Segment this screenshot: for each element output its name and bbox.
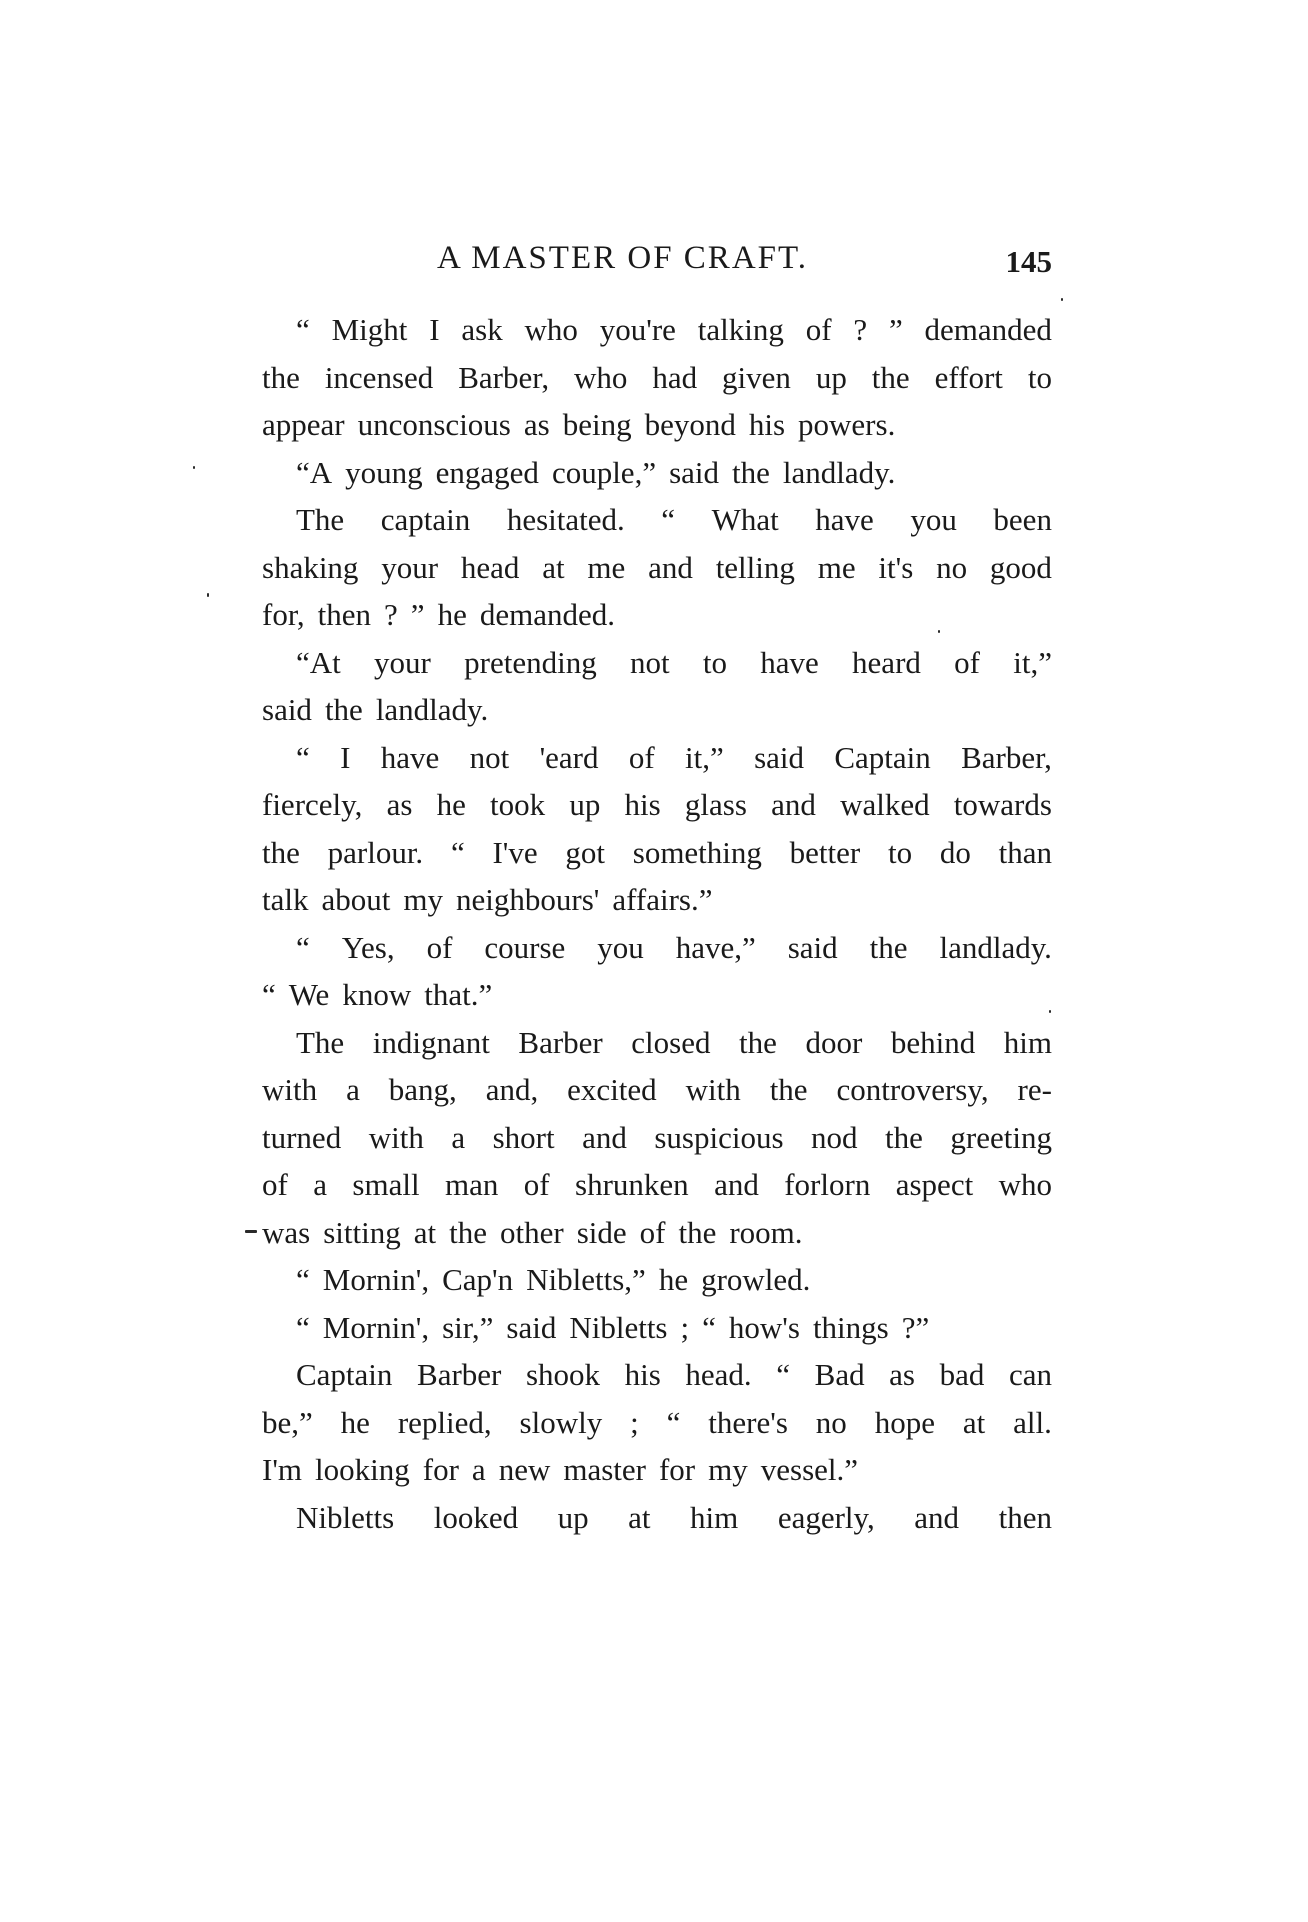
word: the <box>769 1072 808 1107</box>
word: course <box>484 929 566 965</box>
word: neighbours' <box>456 882 600 917</box>
word: then <box>998 1499 1052 1535</box>
word: for, <box>262 597 305 632</box>
word: Mornin', <box>322 1309 430 1345</box>
word: at <box>542 549 565 585</box>
word: “ <box>776 1357 791 1392</box>
scan-speck <box>1049 1010 1051 1013</box>
word: have,” <box>675 929 756 965</box>
word: “ <box>296 1262 310 1297</box>
word: unconscious <box>357 407 511 442</box>
word: Cap'n <box>442 1262 514 1297</box>
word: ? <box>853 312 868 347</box>
word: shaking <box>262 549 359 585</box>
word: with <box>368 1119 424 1155</box>
word: I <box>340 739 351 775</box>
word: young <box>345 454 423 490</box>
word: sitting <box>323 1214 401 1250</box>
text-line <box>262 354 1052 402</box>
word: “ <box>661 502 676 537</box>
word: “ <box>296 1309 310 1345</box>
word: “ <box>702 1309 716 1345</box>
word: closed <box>631 1024 711 1060</box>
word: at <box>628 1499 651 1535</box>
word: powers. <box>798 407 896 442</box>
word: Barber <box>417 1357 502 1392</box>
word: landlady. <box>375 692 489 727</box>
word: of <box>426 929 453 965</box>
text-line <box>262 971 1052 1019</box>
word: the <box>739 1024 777 1060</box>
word: took <box>490 787 546 822</box>
text-line <box>262 496 1052 544</box>
scan-speck <box>207 593 209 597</box>
word: you <box>597 929 644 965</box>
word: demanded <box>924 312 1052 347</box>
word: the <box>732 454 770 490</box>
word: ” <box>888 312 903 347</box>
word: We <box>288 977 330 1012</box>
word: parlour. <box>327 834 424 870</box>
word: sir,” <box>442 1309 494 1345</box>
word: a <box>313 1167 327 1202</box>
word: he <box>340 1404 370 1440</box>
word: couple,” <box>551 454 657 490</box>
word: new <box>498 1452 551 1487</box>
page-number: 145 <box>1005 244 1052 279</box>
word: have <box>760 644 819 680</box>
word: 'eard <box>539 739 599 775</box>
word: Nibletts <box>569 1309 668 1345</box>
word: room. <box>729 1214 803 1250</box>
word: and <box>714 1167 759 1202</box>
word: you <box>910 502 957 537</box>
word: that.” <box>424 977 493 1012</box>
word: heard <box>852 644 921 680</box>
word: I <box>429 312 440 347</box>
word: greeting <box>950 1119 1052 1155</box>
word: Nibletts <box>296 1499 395 1535</box>
text-line <box>262 1114 1052 1162</box>
word: better <box>789 834 861 870</box>
word: me <box>587 549 626 585</box>
scan-speck <box>938 630 940 633</box>
word: do <box>939 834 971 870</box>
word: about <box>321 882 391 917</box>
text-line <box>262 686 1052 734</box>
word: the <box>885 1119 923 1155</box>
word: his <box>624 1357 661 1392</box>
word: your <box>381 549 439 585</box>
text-line <box>262 1399 1052 1447</box>
word: his <box>624 787 661 822</box>
word: and <box>771 787 816 822</box>
text-line <box>262 1019 1052 1067</box>
word: Nibletts,” <box>526 1262 646 1297</box>
text-line <box>262 306 1052 354</box>
word: landlady. <box>782 454 896 490</box>
word: short <box>492 1119 555 1155</box>
word: Barber, <box>458 359 550 395</box>
word: how's <box>728 1309 800 1345</box>
word: he <box>658 1262 689 1297</box>
word: ask <box>461 312 503 347</box>
word: of <box>628 739 655 775</box>
word: ?” <box>901 1309 930 1345</box>
word: suspicious <box>654 1119 784 1155</box>
word: him <box>1003 1024 1052 1060</box>
word: fiercely, <box>262 787 363 822</box>
word: controversy, <box>836 1072 989 1107</box>
text-line <box>262 924 1052 972</box>
word: there's <box>708 1404 788 1440</box>
text-line <box>262 1494 1052 1542</box>
running-title: A MASTER OF CRAFT. <box>437 240 808 276</box>
word: he <box>437 597 467 632</box>
body-text <box>262 306 1052 1541</box>
word: walked <box>840 787 930 822</box>
word: and <box>648 549 693 585</box>
word: Captain <box>834 739 931 775</box>
word: not <box>629 644 670 680</box>
word: looked <box>433 1499 519 1535</box>
word: glass <box>684 787 747 822</box>
word: bang, <box>388 1072 457 1107</box>
scan-speck <box>245 1230 257 1233</box>
word: and <box>914 1499 960 1535</box>
word: of <box>523 1167 550 1202</box>
word: slowly <box>519 1404 603 1440</box>
word: up <box>815 359 847 395</box>
text-line <box>262 781 1052 829</box>
word: “ <box>666 1404 681 1440</box>
word: eagerly, <box>777 1499 875 1535</box>
word: it's <box>878 549 914 585</box>
word: vessel.” <box>760 1452 859 1487</box>
word: turned <box>262 1119 342 1155</box>
word: at <box>413 1214 437 1250</box>
word: than <box>998 834 1052 870</box>
word: “ <box>296 739 310 775</box>
word: I'm <box>262 1452 303 1487</box>
word: who <box>524 312 578 347</box>
word: “A <box>296 454 333 490</box>
word: not <box>469 739 510 775</box>
word: “At <box>296 644 341 680</box>
word: effort <box>934 359 1003 395</box>
word: talk <box>262 882 309 917</box>
word: the <box>869 929 908 965</box>
word: up <box>569 787 601 822</box>
word: him <box>690 1499 739 1535</box>
word: good <box>989 549 1052 585</box>
word: as <box>889 1357 915 1392</box>
text-line <box>262 401 1052 449</box>
word: to <box>888 834 913 870</box>
word: and <box>582 1119 627 1155</box>
word: replied, <box>397 1404 492 1440</box>
word: be,” <box>262 1404 313 1440</box>
text-line <box>262 1256 1052 1304</box>
word: Barber <box>518 1024 603 1060</box>
text-line <box>262 544 1052 592</box>
word: ” <box>410 597 425 632</box>
word: have <box>815 502 874 537</box>
word: Mornin', <box>322 1262 430 1297</box>
word: captain <box>380 502 471 537</box>
word: Captain <box>296 1357 393 1392</box>
word: said <box>787 929 838 965</box>
word: head. <box>685 1357 752 1392</box>
word: the <box>324 692 363 727</box>
word: of <box>262 1167 288 1202</box>
word: bad <box>939 1357 985 1392</box>
word: no <box>815 1404 847 1440</box>
word: and, <box>485 1072 539 1107</box>
word: a <box>471 1452 486 1487</box>
text-line <box>262 1351 1052 1399</box>
word: nod <box>811 1119 858 1155</box>
word: had <box>652 359 698 395</box>
word: your <box>374 644 431 680</box>
word: other <box>499 1214 564 1250</box>
word: door <box>805 1024 863 1060</box>
word: hesitated. <box>506 502 625 537</box>
word: his <box>748 407 786 442</box>
word: to <box>702 644 727 680</box>
word: affairs.” <box>612 882 713 917</box>
word: excited <box>567 1072 657 1107</box>
text-line <box>262 1446 1052 1494</box>
text-line <box>262 1304 1052 1352</box>
word: something <box>632 834 762 870</box>
word: aspect <box>895 1167 974 1202</box>
word: said <box>669 454 720 490</box>
word: he <box>436 787 466 822</box>
word: demanded. <box>479 597 615 632</box>
word: indignant <box>372 1024 490 1060</box>
word: What <box>711 502 779 537</box>
running-head <box>262 236 1052 286</box>
word: talking <box>697 312 784 347</box>
word: who <box>574 359 628 395</box>
text-line <box>262 1066 1052 1114</box>
word: appear <box>262 407 345 442</box>
word: pretending <box>464 644 597 680</box>
text-line <box>262 734 1052 782</box>
word: the <box>678 1214 717 1250</box>
text-line <box>262 639 1052 687</box>
word: have <box>380 739 440 775</box>
word: said <box>754 739 804 775</box>
word: towards <box>953 787 1052 822</box>
word: for <box>422 1452 459 1487</box>
scan-speck <box>193 466 195 469</box>
word: The <box>296 502 345 537</box>
text-line <box>262 449 1052 497</box>
word: my <box>708 1452 748 1487</box>
word: “ <box>296 312 310 347</box>
word: who <box>998 1167 1052 1202</box>
text-line <box>262 1161 1052 1209</box>
word: “ <box>262 977 276 1012</box>
word: ? <box>384 597 398 632</box>
word: my <box>403 882 443 917</box>
word: up <box>557 1499 589 1535</box>
word: growled. <box>701 1262 811 1297</box>
word: looking <box>315 1452 410 1487</box>
word: engaged <box>435 454 539 490</box>
word: head <box>460 549 520 585</box>
word: of <box>639 1214 666 1250</box>
word: Might <box>331 312 408 347</box>
word: “ <box>450 834 465 870</box>
word: ; <box>630 1404 639 1440</box>
word: the <box>871 359 910 395</box>
word: got <box>565 834 605 870</box>
word: for <box>658 1452 696 1487</box>
word: with <box>262 1072 318 1107</box>
scan-speck <box>1061 298 1063 301</box>
word: me <box>817 549 856 585</box>
word: beyond <box>644 407 736 442</box>
word: all. <box>1013 1404 1052 1440</box>
word: ; <box>680 1309 690 1345</box>
word: with <box>685 1072 741 1107</box>
word: said <box>262 692 312 727</box>
word: The <box>296 1024 345 1060</box>
word: it,” <box>684 739 724 775</box>
word: it,” <box>1013 644 1052 680</box>
word: you're <box>599 312 676 347</box>
word: no <box>936 549 968 585</box>
word: know <box>342 977 412 1012</box>
word: landlady. <box>939 929 1052 965</box>
word: at <box>962 1404 986 1440</box>
word: to <box>1027 359 1052 395</box>
word: shrunken <box>575 1167 689 1202</box>
word: master <box>563 1452 646 1487</box>
text-line <box>262 876 1052 924</box>
word: can <box>1008 1357 1052 1392</box>
word: side <box>576 1214 627 1250</box>
word: small <box>352 1167 420 1202</box>
word: re- <box>1017 1072 1052 1107</box>
text-line <box>262 591 1052 639</box>
word: then <box>317 597 372 632</box>
word: things <box>812 1309 889 1345</box>
text-line <box>262 1209 1052 1257</box>
word: hope <box>874 1404 935 1440</box>
text-line <box>262 829 1052 877</box>
word: been <box>993 502 1052 537</box>
word: forlorn <box>784 1167 871 1202</box>
word: Bad <box>814 1357 865 1392</box>
word: Yes, <box>341 929 395 965</box>
word: was <box>262 1214 311 1250</box>
word: as <box>386 787 413 822</box>
word: said <box>506 1309 557 1345</box>
word: a <box>346 1072 360 1107</box>
word: of <box>805 312 832 347</box>
word: of <box>954 644 980 680</box>
word: the <box>262 359 300 395</box>
word: being <box>562 407 632 442</box>
word: telling <box>715 549 795 585</box>
word: a <box>451 1119 466 1155</box>
word: “ <box>296 929 310 965</box>
word: incensed <box>324 359 434 395</box>
word: the <box>449 1214 487 1250</box>
word: the <box>262 834 300 870</box>
word: given <box>722 359 791 395</box>
word: as <box>523 407 550 442</box>
word: Barber, <box>961 739 1052 775</box>
word: shook <box>525 1357 601 1392</box>
word: man <box>444 1167 499 1202</box>
word: behind <box>890 1024 976 1060</box>
word: I've <box>492 834 538 870</box>
